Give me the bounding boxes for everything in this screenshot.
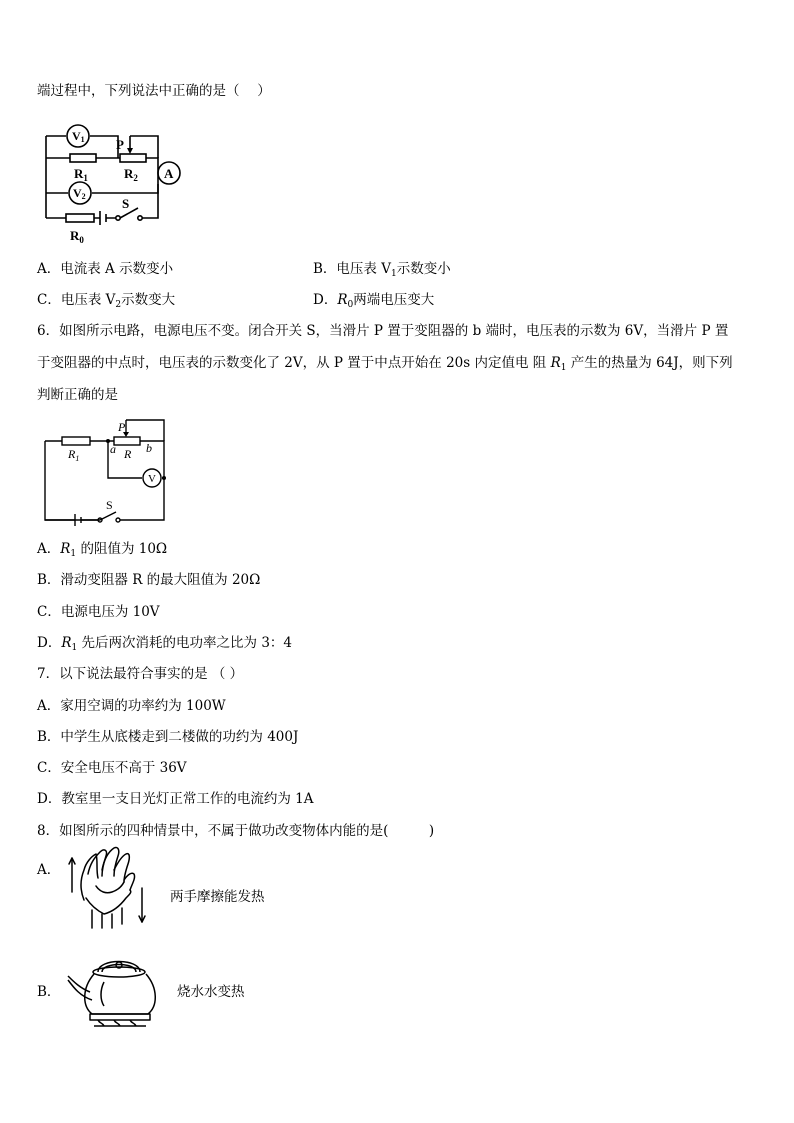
q6-stem-line3: 判断正确的是 <box>37 387 118 403</box>
q6-option-c: C．电源电压为 10V <box>37 604 160 620</box>
q5-stem-tail: 端过程中，下列说法中正确的是（ ） <box>37 83 271 99</box>
q5-label-v2: V2 <box>73 186 86 201</box>
q8-stem: 8．如图所示的四种情景中，不属于做功改变物体内能的是( ) <box>37 823 435 839</box>
q5-option-b: B．电压表 $V_1$示数变小 <box>313 261 451 279</box>
q6-label-p: P <box>118 420 126 434</box>
q6-stem-line2: 于变阻器的中点时，电压表的示数变化了 2V，从 P 置于中点开始在 20s 内定值电 阻 $R_1$ 产生的热量为 64J，则下列 <box>37 355 733 373</box>
q6-circuit-diagram <box>40 416 170 528</box>
q7-option-b: B．中学生从底楼走到二楼做的功约为 400J <box>37 729 299 745</box>
q5-label-r2: $R_2$ <box>124 166 138 183</box>
q6-label-b: b <box>146 441 152 455</box>
q6-label-r1: $R_1$ <box>68 447 80 463</box>
kettle-on-stove-illustration <box>64 952 170 1032</box>
q8-option-a-text: 两手摩擦能发热 <box>170 889 265 905</box>
q5-label-r1: $R_1$ <box>74 166 88 183</box>
q5-option-d: D．$R_0$两端电压变大 <box>313 292 435 310</box>
q5-label-s: S <box>122 196 130 211</box>
q5-option-a: A．电流表 A 示数变小 <box>37 261 174 277</box>
q8-option-b-text: 烧水水变热 <box>177 984 245 1000</box>
q6-option-d: D．$R_1$ 先后两次消耗的电功率之比为 3：4 <box>37 635 292 653</box>
q7-option-d: D．教室里一支日光灯正常工作的电流约为 1A <box>37 791 314 807</box>
q5-label-p: P <box>116 137 124 152</box>
rubbing-hands-illustration <box>66 840 154 932</box>
q8-option-a-letter: A． <box>37 862 61 878</box>
q5-option-c: C．电压表 $V_2$示数变大 <box>37 292 176 310</box>
q5-label-v1: V1 <box>72 129 85 144</box>
q6-option-a: A．$R_1$ 的阻值为 10Ω <box>37 541 168 559</box>
q6-stem-line1: 6．如图所示电路，电源电压不变。闭合开关 S，当滑片 P 置于变阻器的 b 端时，电压表的示数为 6V，当滑片 P 置 <box>37 323 729 339</box>
q5-label-r0: $R_0$ <box>70 228 84 245</box>
q7-option-a: A．家用空调的功率约为 100W <box>37 698 226 714</box>
q6-label-a: a <box>110 442 116 456</box>
q8-option-b-letter: B． <box>37 984 61 1000</box>
q6-label-v: V <box>148 473 156 485</box>
q6-label-s: S <box>106 498 113 512</box>
q7-stem: 7．以下说法最符合事实的是 （ ） <box>37 666 244 682</box>
q7-option-c: C．安全电压不高于 36V <box>37 760 187 776</box>
q5-label-a: A <box>164 166 174 181</box>
q6-option-b: B．滑动变阻器 R 的最大阻值为 20Ω <box>37 572 261 588</box>
q5-circuit-diagram <box>38 118 188 250</box>
q6-label-r: R <box>124 447 132 461</box>
